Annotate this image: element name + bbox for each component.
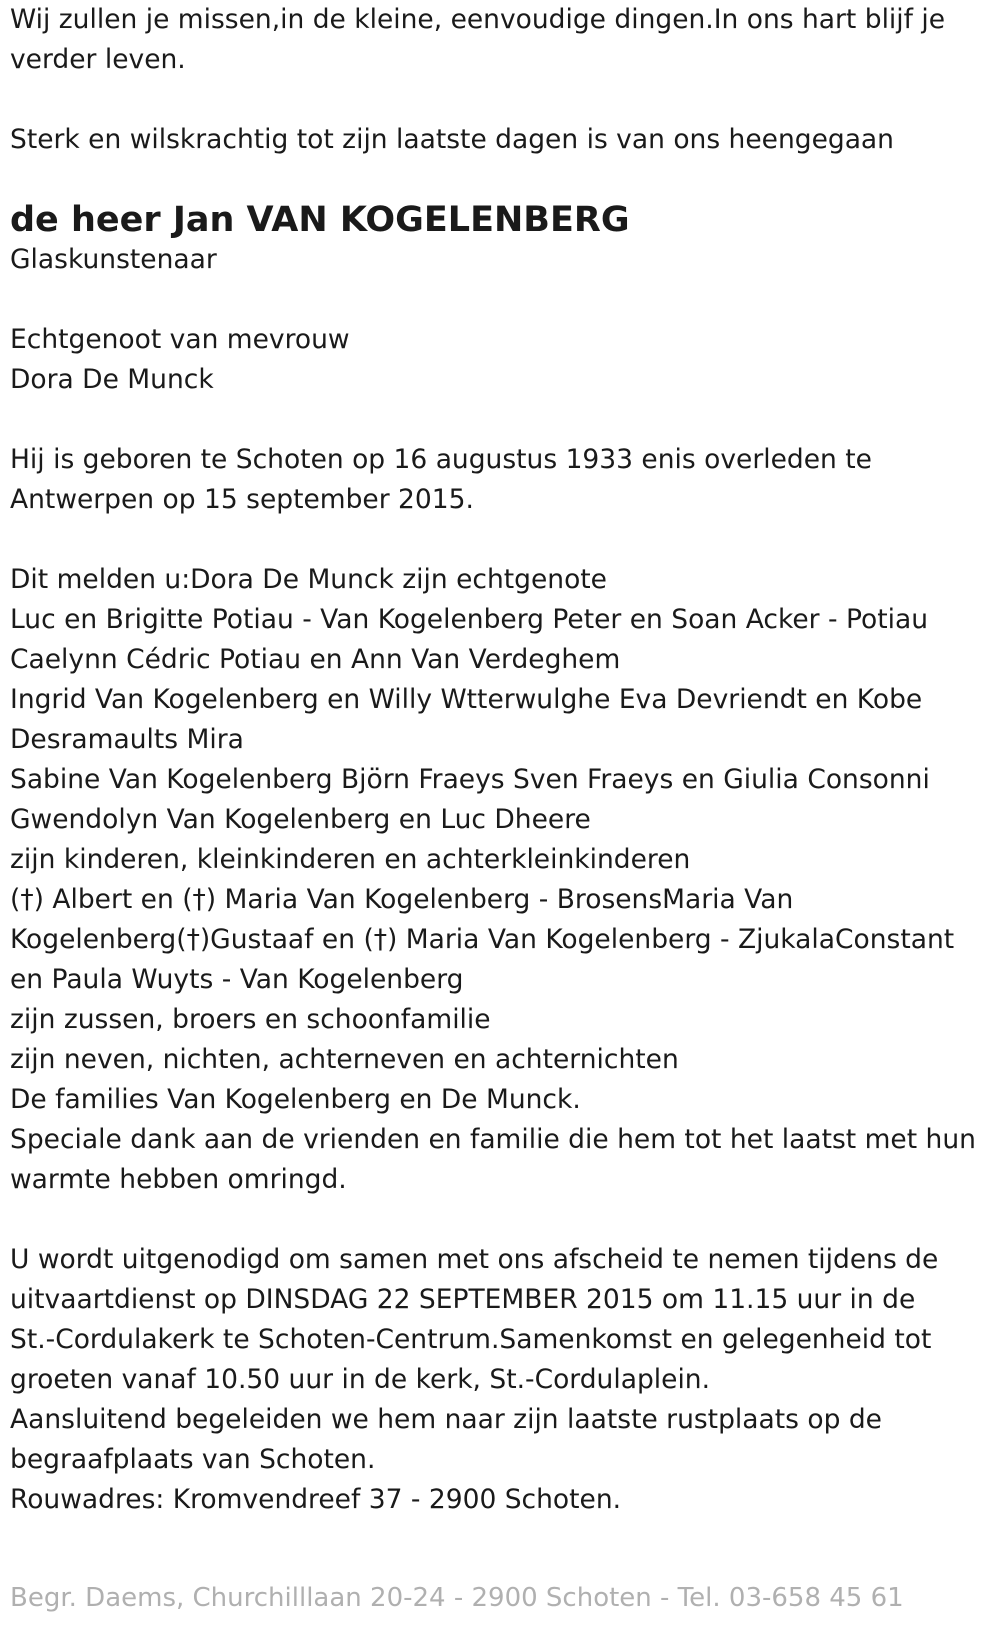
intro-line-3: Sterk en wilskrachtig tot zijn laatste dagen is van ons heengegaan xyxy=(10,124,894,155)
deceased-profession: Glaskunstenaar xyxy=(10,244,217,275)
family-line: (†) Albert en (†) Maria Van Kogelenberg - BrosensMaria Van xyxy=(10,884,794,915)
family-line: Luc en Brigitte Potiau - Van Kogelenberg Peter en Soan Acker - Potiau xyxy=(10,604,929,635)
family-line: Sabine Van Kogelenberg Björn Fraeys Sven Fraeys en Giulia Consonni xyxy=(10,764,930,795)
family-line: zijn kinderen, kleinkinderen en achterkleinkinderen xyxy=(10,844,691,875)
spacer xyxy=(10,520,990,560)
intro-line-1: Wij zullen je missen,in de kleine, eenvoudige dingen.In ons hart blijf je xyxy=(10,4,946,35)
funeral-line: uitvaartdienst op DINSDAG 22 SEPTEMBER 2015 om 11.15 uur in de xyxy=(10,1284,916,1315)
family-line: warmte hebben omringd. xyxy=(10,1164,347,1195)
family-line: Caelynn Cédric Potiau en Ann Van Verdeghem xyxy=(10,644,621,675)
spacer xyxy=(10,80,990,120)
family-line: Gwendolyn Van Kogelenberg en Luc Dheere xyxy=(10,804,591,835)
family-line: en Paula Wuyts - Van Kogelenberg xyxy=(10,964,464,995)
family-section xyxy=(10,560,990,1200)
spacer xyxy=(10,280,990,320)
funeral-line: St.-Cordulakerk te Schoten-Centrum.Samenkomst en gelegenheid tot xyxy=(10,1324,932,1355)
family-line: Dit melden u:Dora De Munck zijn echtgenote xyxy=(10,564,607,595)
family-line: De families Van Kogelenberg en De Munck. xyxy=(10,1084,581,1115)
deceased-name: de heer Jan VAN KOGELENBERG xyxy=(10,200,630,240)
birth-death-line-1: Hij is geboren te Schoten op 16 augustus 1933 enis overleden te xyxy=(10,444,872,475)
spouse-name: Dora De Munck xyxy=(10,364,214,395)
family-line: Desramaults Mira xyxy=(10,724,244,755)
spacer xyxy=(10,1200,990,1240)
funeral-line: Rouwadres: Kromvendreef 37 - 2900 Schoten. xyxy=(10,1484,622,1515)
family-line: Kogelenberg(†)Gustaaf en (†) Maria Van Kogelenberg - ZjukalaConstant xyxy=(10,924,955,955)
spacer xyxy=(10,400,990,440)
death-notice xyxy=(10,0,990,1520)
family-line: zijn neven, nichten, achterneven en achternichten xyxy=(10,1044,679,1075)
family-line: Ingrid Van Kogelenberg en Willy Wtterwulghe Eva Devriendt en Kobe xyxy=(10,684,923,715)
family-line: zijn zussen, broers en schoonfamilie xyxy=(10,1004,491,1035)
spouse-label: Echtgenoot van mevrouw xyxy=(10,324,350,355)
funeral-section xyxy=(10,1240,990,1520)
family-line: Speciale dank aan de vrienden en familie die hem tot het laatst met hun xyxy=(10,1124,976,1155)
funeral-line: Aansluitend begeleiden we hem naar zijn laatste rustplaats op de xyxy=(10,1404,882,1435)
funeral-line: U wordt uitgenodigd om samen met ons afscheid te nemen tijdens de xyxy=(10,1244,939,1275)
birth-death-line-2: Antwerpen op 15 september 2015. xyxy=(10,484,474,515)
funeral-line: begraafplaats van Schoten. xyxy=(10,1444,376,1475)
funeral-line: groeten vanaf 10.50 uur in de kerk, St.-Cordulaplein. xyxy=(10,1364,711,1395)
intro-line-2: verder leven. xyxy=(10,44,186,75)
undertaker-footer: Begr. Daems, Churchilllaan 20-24 - 2900 Schoten - Tel. 03-658 45 61 xyxy=(10,1583,904,1613)
